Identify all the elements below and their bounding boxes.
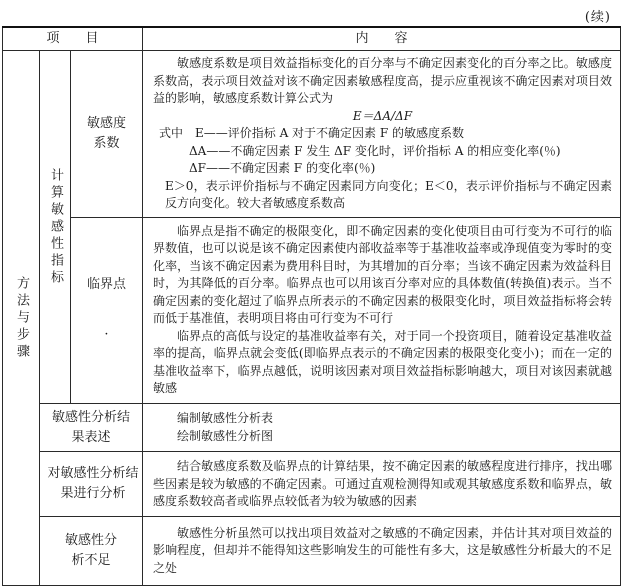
header-item: 项 目 — [3, 27, 143, 51]
row-content-limitations: 敏感性分析虽然可以找出项目效益对之敏感的不确定因素，并估计其对项目效益的影响程度，但却并不能得知这些影响发生的可能性有多大，这是敏感性分析最大的不足之处 — [143, 517, 621, 586]
row-label-sensitivity-coefficient: 敏感度系数 — [71, 51, 143, 217]
sensitivity-intro: 敏感度系数是项目效益指标变化的百分率与不确定因素变化的百分率之比。敏感度系数高，表示项目效益对该不确定因素敏感程度高，提示应重视该不确定因素对项目效益的影响，敏感度系数计算公式为 — [153, 56, 612, 106]
formula-def-e: 式中 E——评价指标 A 对于不确定因素 F 的敏感度系数 — [159, 126, 465, 141]
continued-mark: (续) — [584, 10, 611, 25]
dot-mark: · — [104, 327, 109, 343]
table-row — [3, 51, 621, 217]
sensitivity-conclusion: E＞0，表示评价指标与不确定因素同方向变化；E＜0，表示评价指标与不确定因素反方向变化。较大者敏感度系数高 — [165, 178, 612, 211]
critical-point-p1: 临界点是指不确定的极限变化，即不确定因素的变化使项目由可行变为不可行的临界数值，也可以说是该不确定因素使内部收益率等于基准收益率或净现值变为零时的变化率，当该不确定因素为费用科目时，为其增加的百分率；当该不确定因素为效益科目时，为其降低的百分率。临界点也可以用该百分率对应的具体数值(转换值)表示。当不确定因素的变化超过了临界点所表示的不确定因素的极限变化时，项目效益指标将会转而低于基准值，表明项目将由可行变为不可行 — [153, 223, 612, 326]
row-content-critical-point — [143, 217, 621, 403]
table-row — [3, 217, 621, 403]
row-label-result-analysis: 对敏感性分析结果进行分析 — [40, 452, 143, 517]
method-steps-table — [2, 26, 621, 586]
group-label: 方法与步骤 — [14, 275, 29, 361]
row-content-result-expression — [143, 403, 621, 452]
formula-def-da: ΔA——不确定因素 F 发生 ΔF 变化时，评价指标 A 的相应变化率(％) — [189, 143, 561, 158]
table-row — [3, 452, 621, 517]
header-content: 内 容 — [143, 27, 621, 51]
group-cell — [3, 51, 40, 586]
row-label-limitations: 敏感性分析不足 — [40, 517, 143, 586]
subgroup-cell — [40, 51, 71, 404]
result-line-1: 编制敏感性分析表 — [177, 411, 274, 426]
critical-point-p2: 临界点的高低与设定的基准收益率有关，对于同一个投资项目，随着设定基准收益率的提高，临界点就会变低(即临界点表示的不确定因素的极限变化变小)；而在一定的基准收益率下，临界点越低，说明该因素对项目效益指标影响越大，项目对该因素就越敏感 — [153, 328, 612, 396]
row-label-critical-point: 临界点 · — [71, 217, 143, 403]
subgroup-label: 计算敏感性指标 — [48, 167, 63, 287]
table-row — [3, 517, 621, 586]
formula-def-df: ΔF——不确定因素 F 的变化率(％) — [189, 161, 376, 176]
sensitivity-formula: E＝ΔA/ΔF — [352, 108, 413, 123]
table-row — [3, 403, 621, 452]
table-header-row — [3, 27, 621, 51]
row-content-result-analysis: 结合敏感度系数及临界点的计算结果，按不确定因素的敏感程度进行排序，找出哪些因素是较为敏感的不确定因素。可通过直观检测得知或观其敏感度系数和临界点，敏感度系数较高者或临界点较低者为较为敏感的因素 — [143, 452, 621, 517]
row-label-result-expression: 敏感性分析结果表述 — [40, 403, 143, 452]
row-content-sensitivity-coefficient — [143, 51, 621, 217]
result-line-2: 绘制敏感性分析图 — [177, 428, 274, 443]
